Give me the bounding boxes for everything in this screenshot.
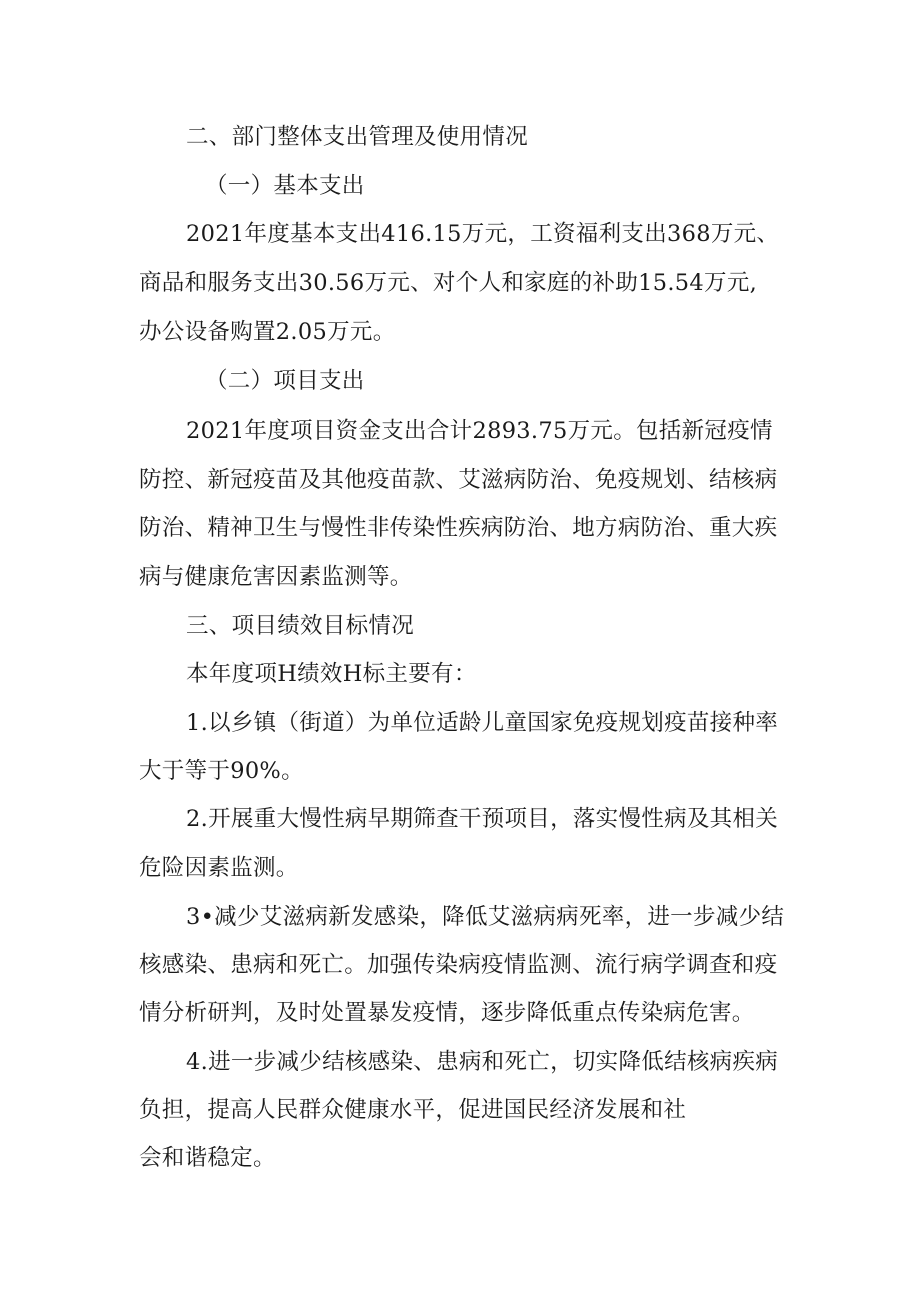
section-3-heading: 三、项目绩效目标情况 [186,613,415,639]
target-3-line-3: 情分析研判，及时处置暴发疫情，逐步降低重点传染病危害。 [139,1000,755,1026]
target-4-line-2: 负担，提高人民群众健康水平，促进国民经济发展和社 [139,1097,687,1123]
target-4-line-1: 4.进一步减少结核感染、患病和死亡，切实降低结核病疾病 [186,1049,779,1075]
project-expenditure-line-2: 防控、新冠疫苗及其他疫苗款、艾滋病防治、免疫规划、结核病 [139,467,778,493]
project-expenditure-line-3: 防治、精神卫生与慢性非传染性疾病防治、地方病防治、重大疾 [139,515,778,541]
section-2-heading: 二、部门整体支出管理及使用情况 [186,124,529,150]
target-3-line-1: 3•减少艾滋病新发感染，降低艾滋病病死率，进一步减少结 [186,904,785,930]
basic-expenditure-heading: （一）基本支出 [205,173,365,199]
basic-expenditure-line-1: 2021年度基本支出416.15万元，工资福利支出368万元、 [186,221,780,247]
project-expenditure-line-1: 2021年度项目资金支出合计2893.75万元。包括新冠疫情 [186,418,773,444]
basic-expenditure-line-3: 办公设备购置2.05万元。 [139,319,396,345]
target-2-line-1: 2.开展重大慢性病早期筛查干预项目，落实慢性病及其相关 [186,806,779,832]
target-3-line-2: 核感染、患病和死亡。加强传染病疫情监测、流行病学调查和疫 [139,952,778,978]
basic-expenditure-line-2: 商品和服务支出30.56万元、对个人和家庭的补助15.54万元, [139,270,758,296]
target-1-line-1: 1.以乡镇（街道）为单位适龄儿童国家免疫规划疫苗接种率 [186,710,779,736]
project-expenditure-line-4: 病与健康危害因素监测等。 [139,564,413,590]
section-3-intro: 本年度项H绩效H标主要有： [186,661,477,687]
target-2-line-2: 危险因素监测。 [139,855,299,881]
target-1-line-2: 大于等于90%。 [139,758,304,784]
project-expenditure-heading: （二）项目支出 [205,368,365,394]
target-4-line-3: 会和谐稳定。 [139,1145,276,1171]
